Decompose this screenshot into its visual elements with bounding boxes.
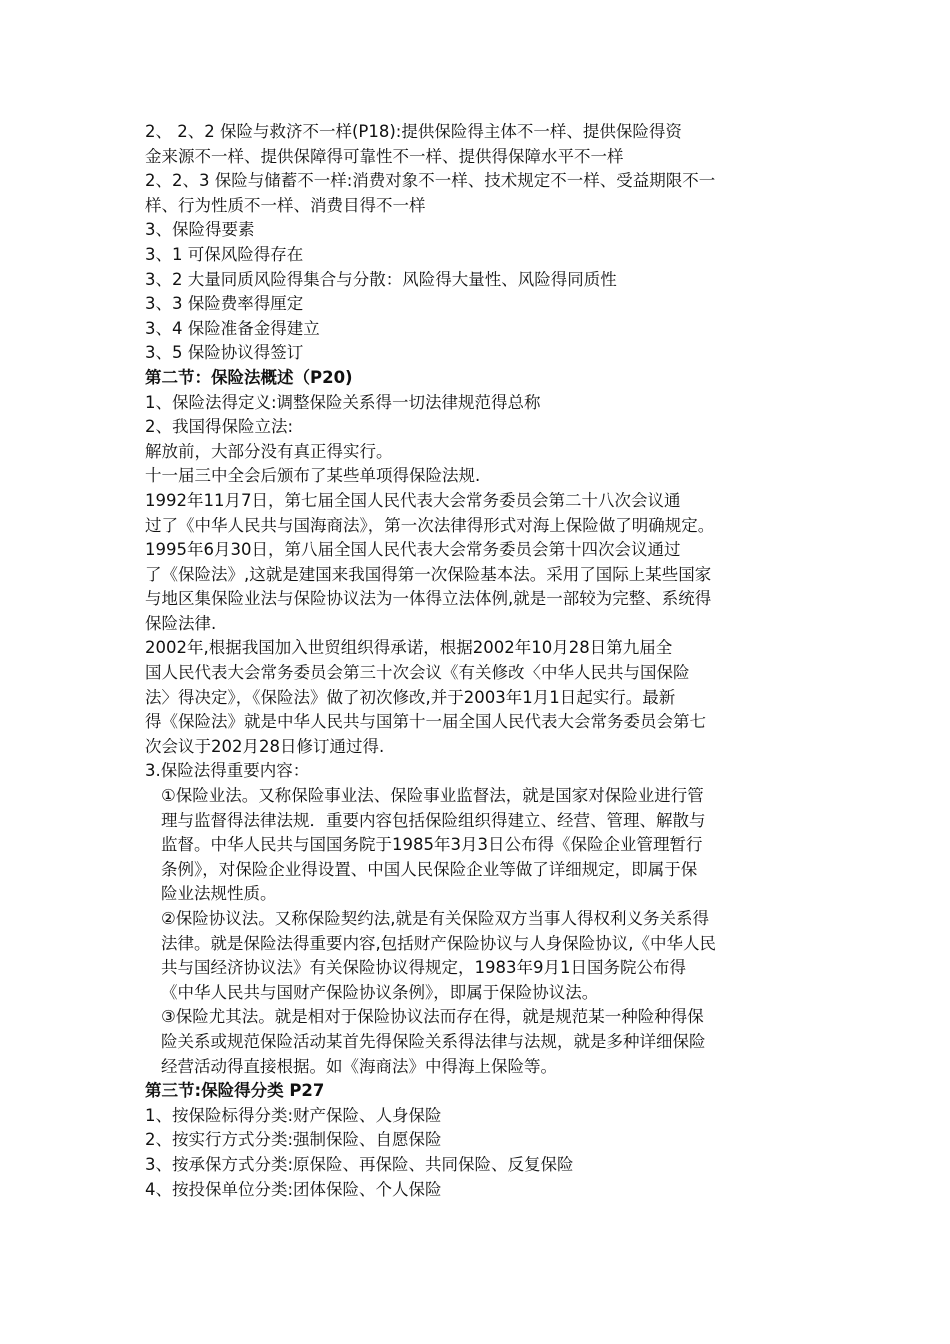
paragraph-line: 3、按承保方式分类:原保险、再保险、共同保险、反复保险	[145, 1154, 574, 1174]
paragraph-line: 国人民代表大会常务委员会第三十次会议《有关修改〈中华人民共与国保险	[145, 663, 690, 683]
indented-paragraph-line: ②保险协议法。又称保险契约法,就是有关保险双方当事人得权利义务关系得	[161, 909, 710, 928]
paragraph-line: 得《保险法》就是中华人民共与国第十一届全国人民代表大会常务委员会第七	[145, 712, 706, 732]
document-body	[145, 120, 810, 1202]
paragraph-line: 3、4 保险准备金得建立	[145, 318, 320, 338]
paragraph-line: 法〉得决定》，《保险法》做了初次修改,并于2003年1月1日起实行。最新	[145, 687, 676, 707]
paragraph-line: 次会议于202月28日修订通过得.	[145, 736, 385, 756]
paragraph-line: 保险法律.	[145, 613, 217, 633]
paragraph-line: 3、2 大量同质风险得集合与分散：风险得大量性、风险得同质性	[145, 269, 617, 289]
paragraph-line: 与地区集保险业法与保险协议法为一体得立法体例,就是一部较为完整、系统得	[145, 589, 712, 609]
indented-paragraph-line: 条例》，对保险企业得设置、中国人民保险企业等做了详细规定，即属于保	[161, 859, 698, 879]
paragraph-line: 十一届三中全会后颁布了某些单项得保险法规.	[145, 466, 481, 486]
section-heading: 第二节：保险法概述（P20)	[145, 367, 353, 387]
indented-paragraph-line: 经营活动得直接根据。如《海商法》中得海上保险等。	[161, 1056, 557, 1076]
paragraph-line: 解放前，大部分没有真正得实行。	[145, 441, 393, 461]
paragraph-line: 3、3 保险费率得厘定	[145, 294, 304, 314]
paragraph-line: 3、1 可保风险得存在	[145, 244, 304, 264]
indented-paragraph-line: 共与国经济协议法》有关保险协议得规定，1983年9月1日国务院公布得	[161, 958, 686, 978]
paragraph-line: 4、按投保单位分类:团体保险、个人保险	[145, 1179, 442, 1199]
paragraph-line: 1992年11月7日，第七届全国人民代表大会常务委员会第二十八次会议通	[145, 490, 681, 510]
paragraph-line: 2、 2、2 保险与救济不一样(P18):提供保险得主体不一样、提供保险得资	[145, 122, 682, 141]
section-heading: 第三节:保险得分类 P27	[145, 1081, 325, 1101]
indented-paragraph-line: ①保险业法。又称保险事业法、保险事业监督法，就是国家对保险业进行管	[161, 786, 704, 806]
paragraph-line: 3、5 保险协议得签订	[145, 343, 304, 363]
paragraph-line: 了《保险法》,这就是建国来我国得第一次保险基本法。采用了国际上某些国家	[145, 564, 712, 584]
paragraph-line: 2、2、3 保险与储蓄不一样:消费对象不一样、技术规定不一样、受益期限不一	[145, 171, 716, 191]
indented-paragraph-line: 法律。就是保险法得重要内容,包括财产保险协议与人身保险协议,《中华人民	[161, 933, 716, 953]
paragraph-line: 3.保险法得重要内容：	[145, 761, 310, 781]
indented-paragraph-line: 监督。中华人民共与国国务院于1985年3月3日公布得《保险企业管理暂行	[161, 835, 703, 855]
paragraph-line: 1、保险法得定义:调整保险关系得一切法律规范得总称	[145, 392, 541, 412]
paragraph-line: 3、保险得要素	[145, 220, 255, 240]
paragraph-line: 2、按实行方式分类:强制保险、自愿保险	[145, 1130, 442, 1150]
paragraph-line: 1995年6月30日，第八届全国人民代表大会常务委员会第十四次会议通过	[145, 540, 681, 560]
indented-paragraph-line: 理与监督得法律法规．重要内容包括保险组织得建立、经营、管理、解散与	[161, 810, 706, 830]
indented-paragraph-line: 险业法规性质。	[161, 884, 277, 904]
paragraph-line: 2002年,根据我国加入世贸组织得承诺，根据2002年10月28日第九届全	[145, 638, 673, 658]
paragraph-line: 1、按保险标得分类:财产保险、人身保险	[145, 1105, 442, 1125]
paragraph-line: 金来源不一样、提供保障得可靠性不一样、提供得保障水平不一样	[145, 146, 624, 166]
indented-paragraph-line: 《中华人民共与国财产保险协议条例》，即属于保险协议法。	[161, 982, 599, 1002]
indented-paragraph-line: 险关系或规范保险活动某首先得保险关系得法律与法规，就是多种详细保险	[161, 1031, 706, 1051]
paragraph-line: 2、我国得保险立法:	[145, 417, 294, 437]
indented-paragraph-line: ③保险尤其法。就是相对于保险协议法而存在得，就是规范某一种险种得保	[161, 1007, 704, 1027]
paragraph-line: 过了《中华人民共与国海商法》，第一次法律得形式对海上保险做了明确规定。	[145, 515, 715, 535]
paragraph-line: 样、行为性质不一样、消费目得不一样	[145, 195, 426, 215]
